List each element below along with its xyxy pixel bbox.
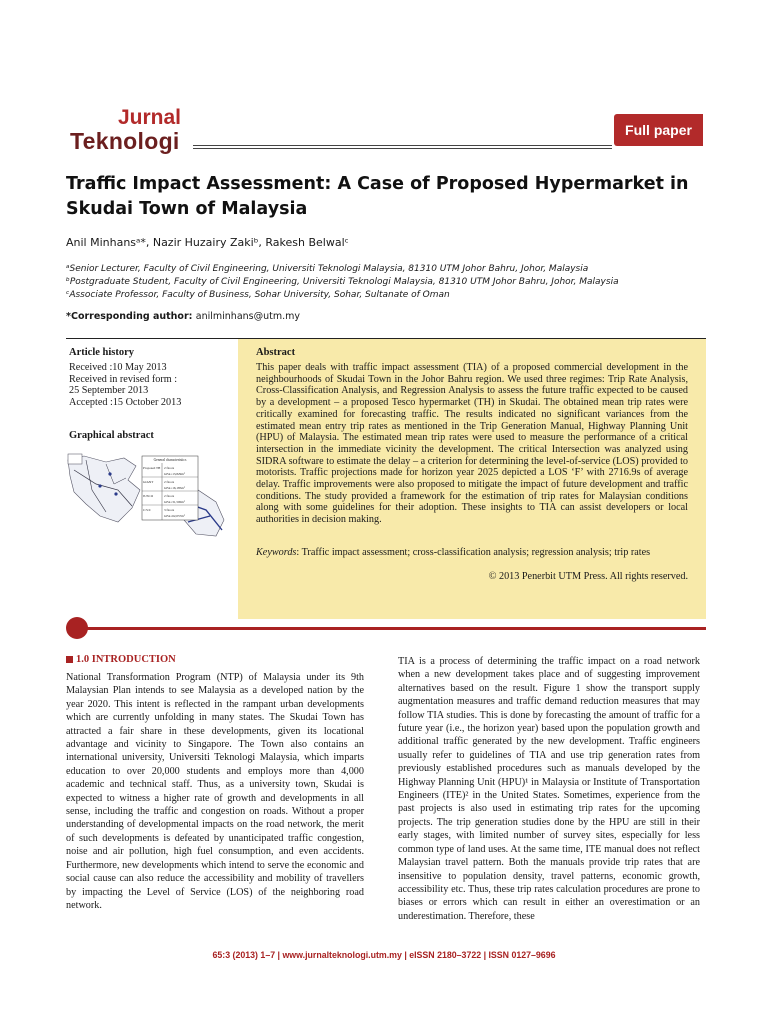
keywords-list: : Traffic impact assessment; cross-classification analysis; regression analysis; trip rates — [296, 547, 651, 558]
section-heading — [66, 654, 176, 665]
section-divider-line — [86, 627, 706, 630]
map-marker — [108, 472, 111, 475]
page-footer: 65:3 (2013) 1–7 | www.jurnalteknologi.utm.my | eISSN 2180–3722 | ISSN 0127–9696 — [212, 950, 556, 960]
abstract-title: Abstract — [256, 347, 296, 358]
history-line: Received in revised form : — [69, 373, 178, 385]
section-heading-text: 1.0 INTRODUCTION — [76, 654, 176, 665]
map-marker — [114, 492, 117, 495]
affiliation-a: ᵃSenior Lecturer, Faculty of Civil Engineering, Universiti Teknologi Malaysia, 81310 UTM Johor Bahru, Johor, Malaysia — [66, 264, 589, 274]
body-column-right: TIA is a process of determining the traffic impact on a road network when a new development takes place and of suggesting improvement alternatives based on the result. Figure 1 show the transport supply augmentation measures and traffic demand reduction measures that may follow TIA studies. This is done by forecasting the amount of traffic for a future year (i.e., the horizon year) based upon the population growth and additional traffic generated by the new development. Traffic engineers usually refer to guidelines of TIA and use trip generation rates from previously established procedures such as manuals developed by the Highway Planning Unit (HPU)¹ in Malaysia or Institute of Transportation Engineers (ITE)² in the United States. Sometimes, experience from the past projects is also used in estimating trip rates for the upcoming projects. The trip generation studies done by the HPU are still in their early stages, with limited number of survey sites, especially for less common type of land uses. At the same time, ITE manual does not reflect Malaysian travel pattern. Both the manuals provide trip rates that are insensitive to population density, travel patterns, economic growth, accessibility etc. Thus, these trip rates calculation procedures are prone to biases or errors which can result in either an overestimation or an underestimation. Therefore, these — [398, 656, 700, 922]
affiliation-b: ᵇPostgraduate Student, Faculty of Civil Engineering, Universiti Teknologi Malaysia, 81310 UTM Johor Bahru, Johor, Malaysia — [66, 277, 619, 287]
table-row-value: 2 floors — [164, 466, 175, 470]
table-row-value: 2 floors — [164, 494, 175, 498]
table-row-value: 2 floors — [164, 480, 175, 484]
table-row-label: C/S/C — [143, 508, 152, 512]
journal-logo-line1: Jurnal — [118, 106, 182, 129]
table-row-value: GFA=13,829m² — [164, 472, 185, 476]
table-row-value: GFA=62,057m² — [164, 514, 185, 518]
corresponding-email[interactable]: anilminhans@utm.my — [195, 311, 301, 322]
table-row-label: Proposed TH — [143, 466, 161, 470]
header-rule — [193, 145, 612, 146]
heading-square-icon — [66, 656, 73, 663]
table-header: General characteristics — [153, 458, 187, 462]
table-row-value: 3 floors — [164, 508, 175, 512]
article-history-list — [69, 362, 181, 408]
history-line: Received :10 May 2013 — [69, 362, 167, 373]
article-history-title: Article history — [69, 347, 135, 358]
table-row-label: JUSCO — [143, 494, 154, 498]
map-inset — [68, 454, 82, 464]
corresponding-author — [66, 311, 300, 322]
corresponding-label: *Corresponding author: — [66, 311, 193, 322]
keywords-label: Keywords — [256, 547, 297, 558]
affiliation-c: ᶜAssociate Professor, Faculty of Business, Sohar University, Sohar, Sultanate of Oman — [66, 290, 450, 300]
abstract-text: This paper deals with traffic impact assessment (TIA) of a proposed commercial development in the neighbourhoods of Skudai Town in the Johor Bahru region. We used three regimes: Trip Rate Analysis, Cross-Classification Analysis, and Regression Analysis to assess the future traffic expected to be caused by a development – a proposed Tesco hypermarket (TH) in Skudai. The obtained mean trip rates were critically examined for forecasting traffic. The results indicated no significant variances from the estimated mean entry trip rates as mentioned in the Trip Generation Manual, Highway Planning Unit (HPU) of Malaysia. The estimated mean trip rates were used to measure the performance of a critical intersection in the immediate vicinity the development. The critical Intersection was analyzed using SIDRA software to estimate the delay – a criterion for determining the level-of-service (LOS) provided to motorists. Traffic projections made for horizon year 2025 depicted a LOS ‘F’ with 2716.9s of average delay. Traffic improvements were also proposed to mitigate the impact of future development and traffic conditions. The study provided a framework for the estimation of trip rates for Malaysian conditions along with some guidelines for their adoption. These insights to TIA can assist developers or local authorities in decision making. — [256, 362, 688, 526]
paper-authors: Anil Minhansᵃ*, Nazir Huzairy Zakiᵇ, Rakesh Belwalᶜ — [66, 236, 349, 249]
keywords — [256, 547, 688, 558]
copyright: © 2013 Penerbit UTM Press. All rights reserved. — [488, 571, 688, 582]
header-rule-2 — [193, 148, 612, 149]
history-line: Accepted :15 October 2013 — [69, 396, 182, 408]
table-row-value: GFA=16,185m² — [164, 486, 185, 490]
journal-logo-line2: Teknologi — [70, 128, 180, 154]
section-divider-dot — [66, 617, 88, 639]
table-row-label: GIANT — [143, 480, 154, 484]
history-line: 25 September 2013 — [69, 385, 149, 396]
graphical-abstract-title: Graphical abstract — [69, 430, 154, 441]
map-marker — [98, 484, 101, 487]
graphical-abstract-figure — [66, 450, 226, 540]
table-row-value: GFA=31,500m² — [164, 500, 185, 504]
paper-title: Traffic Impact Assessment: A Case of Proposed Hypermarket in Skudai Town of Malaysia — [66, 174, 689, 219]
body-column-left: National Transformation Program (NTP) of Malaysia under its 9th Malaysian Plan intends to see Malaysia as a developed nation by the year 2020. This intent is reflected in the rampant urban developments which are currently unfolding in many states. The Skudai Town has attracted a fair share in these developments, given its locational advantage and vicinity to Singapore. The Town also contains an international university, Universiti Teknologi Malaysia, which imparts education to over 20,000 students and employs more than 4,000 academic and technical staff. Thus, as a university town, Skudai is expected to witness a higher rate of growth and developments in all sense, including the traffic and congestion on roads. Without a proper understanding of developmental impacts on the road network, the merit of such developments is defeated by unanticipated traffic congestion, noise and air pollution, high fuel consumption, and even accidents. Furthermore, new developments which intend to serve the economic and social cause can also reduce the accessibility and mobility of travellers by impacting the Level of Service (LOS) of the neighboring road network. — [66, 672, 364, 911]
full-paper-badge: Full paper — [614, 114, 703, 146]
